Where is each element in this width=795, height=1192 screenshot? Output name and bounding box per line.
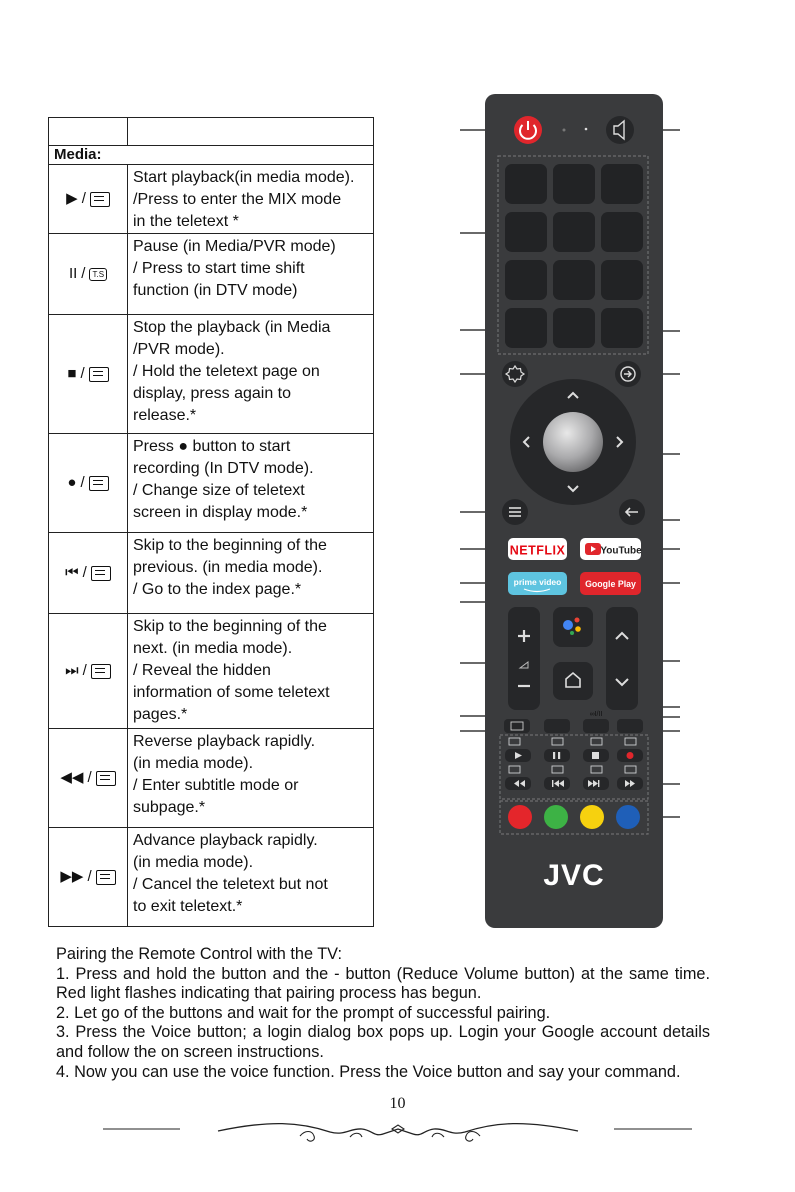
description-line: next. (in media mode). xyxy=(133,640,293,657)
section-row xyxy=(49,146,374,165)
description-line: function (in DTV mode) xyxy=(133,282,298,299)
table-rows xyxy=(49,165,374,927)
key-cell xyxy=(49,533,128,614)
key-glyphs xyxy=(65,660,111,682)
key-cell xyxy=(49,315,128,434)
description-line: / Press to start time shift xyxy=(133,260,305,277)
description-line: previous. (in media mode). xyxy=(133,559,323,576)
key-glyphs xyxy=(60,767,115,789)
key-separator: / xyxy=(87,868,92,885)
table-row xyxy=(49,165,374,234)
key-separator: / xyxy=(82,564,87,581)
description-cell xyxy=(128,828,374,927)
key-separator: / xyxy=(80,365,85,382)
media-key-icon: ◀◀ xyxy=(60,769,84,786)
pairing-step-3: 3. Press the Voice button; a login dialog box pops up. Login your Google account details and follow the on screen instructions. xyxy=(56,1023,710,1061)
media-key-icon: II xyxy=(68,265,78,282)
table-row xyxy=(49,315,374,434)
ok-button[interactable] xyxy=(543,412,603,472)
teletext-subpage-icon xyxy=(96,771,116,786)
table-row xyxy=(49,234,374,315)
key-glyphs xyxy=(65,562,111,584)
audio-label: ∞I/II xyxy=(589,711,603,718)
google-play-label: Google Play xyxy=(585,579,636,589)
description-line: Skip to the beginning of the xyxy=(133,618,327,635)
description-line: display, press again to xyxy=(133,385,292,402)
description-line: / Reveal the hidden xyxy=(133,662,271,679)
key-cell xyxy=(49,828,128,927)
teletext-size-icon xyxy=(89,476,109,491)
voice-button[interactable] xyxy=(553,607,593,647)
media-key-icon: ■ xyxy=(67,365,77,382)
description-line: Start playback(in media mode). xyxy=(133,169,355,186)
description-line: /Press to enter the MIX mode xyxy=(133,191,342,208)
description-line: release.* xyxy=(133,407,197,424)
key-separator: / xyxy=(81,265,86,282)
subtitle-button[interactable] xyxy=(544,719,570,733)
description-line: information of some teletext xyxy=(133,684,330,701)
red-button[interactable] xyxy=(508,805,532,829)
description-cell xyxy=(128,614,374,729)
pairing-step-2: 2. Let go of the buttons and wait for the prompt of successful pairing. xyxy=(56,1003,551,1022)
youtube-label: YouTube xyxy=(600,545,642,557)
teletext-hold-icon xyxy=(89,367,109,382)
page-number: 10 xyxy=(389,1095,406,1112)
volume-rocker[interactable] xyxy=(508,607,540,710)
key-separator: / xyxy=(82,662,87,679)
mute-button[interactable] xyxy=(606,116,634,144)
description-line: / Change size of teletext xyxy=(133,482,305,499)
teletext-mix-icon xyxy=(90,192,110,207)
green-button[interactable] xyxy=(544,805,568,829)
key-glyphs xyxy=(67,363,108,385)
yellow-button[interactable] xyxy=(580,805,604,829)
remote-illustration xyxy=(440,80,690,940)
prime-video-label: prime video xyxy=(513,577,562,587)
table-row xyxy=(49,434,374,533)
footer-ornament xyxy=(0,1112,795,1162)
description-cell xyxy=(128,533,374,614)
key-cell xyxy=(49,434,128,533)
media-key-icon: ⏮ xyxy=(65,564,79,581)
description-line: Advance playback rapidly. xyxy=(133,832,318,849)
media-key-icon: ▶▶ xyxy=(60,868,84,885)
teletext-index-icon xyxy=(91,566,111,581)
netflix-label: NETFLIX xyxy=(509,543,566,558)
text-button[interactable] xyxy=(504,719,530,733)
description-line: (in media mode). xyxy=(133,854,254,871)
indicator-led xyxy=(563,129,566,132)
header-cell-key xyxy=(49,118,128,146)
description-cell xyxy=(128,165,374,234)
description-line: Stop the playback (in Media xyxy=(133,319,331,336)
teletext-reveal-icon xyxy=(91,664,111,679)
pairing-instructions xyxy=(56,945,710,1082)
table-row xyxy=(49,729,374,828)
description-cell xyxy=(128,234,374,315)
media-key-icon: ⏭ xyxy=(65,662,79,679)
key-cell xyxy=(49,729,128,828)
description-line: Press ● button to start xyxy=(133,438,291,455)
timeshift-icon: T.S xyxy=(89,268,107,281)
key-glyphs xyxy=(60,866,115,888)
media-key-icon: ▶ xyxy=(66,190,78,207)
mic-hole xyxy=(585,128,588,131)
pairing-title: Pairing the Remote Control with the TV: xyxy=(56,945,342,963)
brand-logo: JVC xyxy=(543,859,605,892)
description-line: / Go to the index page.* xyxy=(133,581,302,598)
description-line: Reverse playback rapidly. xyxy=(133,733,316,750)
description-line: screen in display mode.* xyxy=(133,504,308,521)
function-table xyxy=(48,117,374,927)
description-line: in the teletext * xyxy=(133,213,239,230)
teletext-cancel-icon xyxy=(96,870,116,885)
key-cell xyxy=(49,165,128,234)
description-line: to exit teletext.* xyxy=(133,898,243,915)
pairing-step-1: 1. Press and hold the button and the - button (Reduce Volume button) at the same time. Red light flashes indicating that pairing process has begun. xyxy=(56,964,710,1003)
table-row xyxy=(49,614,374,729)
description-cell xyxy=(128,434,374,533)
description-line: Pause (in Media/PVR mode) xyxy=(133,238,336,255)
description-line: recording (In DTV mode). xyxy=(133,460,314,477)
table-header-row xyxy=(49,118,374,146)
description-line: (in media mode). xyxy=(133,755,254,772)
home-button[interactable] xyxy=(553,662,593,700)
key-cell xyxy=(49,614,128,729)
key-separator: / xyxy=(80,474,85,491)
description-line: / Cancel the teletext but not xyxy=(133,876,328,893)
description-line: / Enter subtitle mode or xyxy=(133,777,299,794)
channel-rocker[interactable] xyxy=(606,607,638,710)
table-row xyxy=(49,828,374,927)
key-glyphs xyxy=(66,188,110,210)
blue-button[interactable] xyxy=(616,805,640,829)
media-key-icon: ● xyxy=(67,474,77,491)
description-line: pages.* xyxy=(133,706,188,723)
description-cell xyxy=(128,729,374,828)
section-label: Media: xyxy=(49,146,374,165)
key-cell xyxy=(49,234,128,315)
key-separator: / xyxy=(81,190,86,207)
description-line: Skip to the beginning of the xyxy=(133,537,327,554)
key-separator: / xyxy=(87,769,92,786)
key-glyphs xyxy=(67,472,108,494)
description-line: / Hold the teletext page on xyxy=(133,363,320,380)
audio-button[interactable] xyxy=(583,719,609,733)
description-line: subpage.* xyxy=(133,799,206,816)
pairing-step-4: 4. Now you can use the voice function. Press the Voice button and say your command. xyxy=(56,1062,681,1081)
info-button[interactable] xyxy=(617,719,643,733)
table-row xyxy=(49,533,374,614)
description-line: /PVR mode). xyxy=(133,341,225,358)
key-glyphs xyxy=(69,263,107,285)
header-cell-function xyxy=(128,118,374,146)
description-cell xyxy=(128,315,374,434)
